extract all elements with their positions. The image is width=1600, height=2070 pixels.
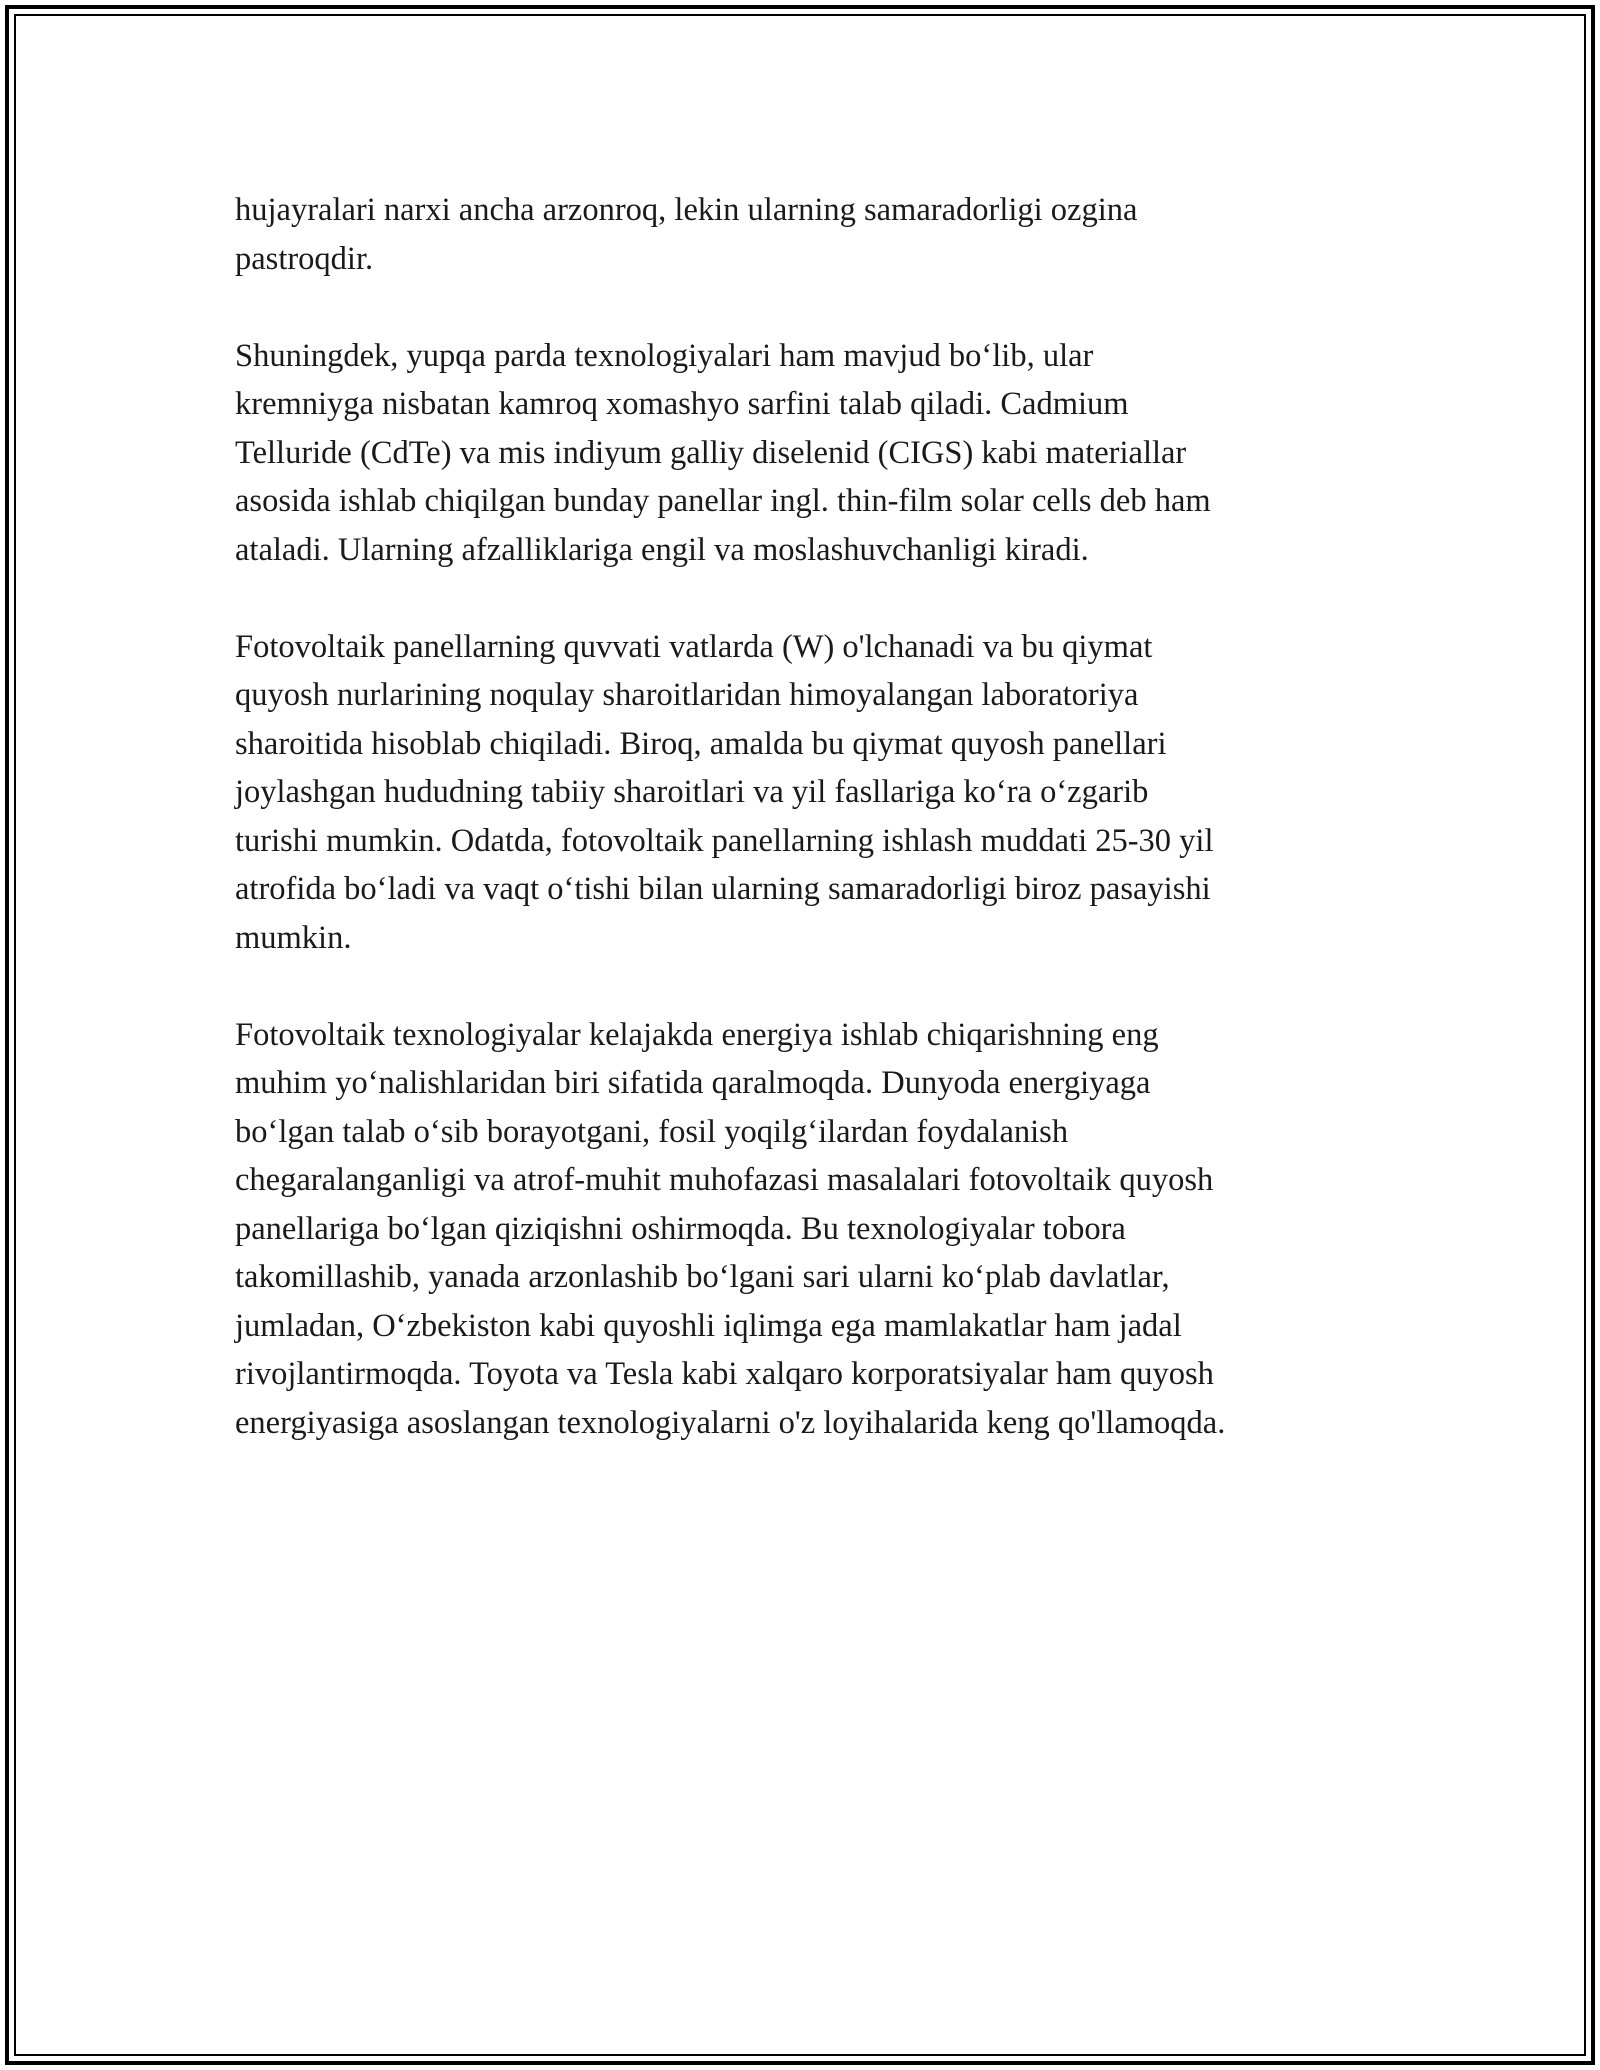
paragraph-4: Fotovoltaik texnologiyalar kelajakda energiya ishlab chiqarishning eng muhim yo‘nalishlaridan biri sifatida qaralmoqda. Dunyoda energiyaga bo‘lgan talab o‘sib borayotgani, fosil yoqilg‘ilardan foydalanish chegaralanganligi va atrof-muhit muhofazasi masalalari fotovoltaik quyosh panellariga bo‘lgan qiziqishni oshirmoqda. Bu texnologiyalar tobora takomillashib, yanada arzonlashib bo‘lgani sari ularni ko‘plab davlatlar, jumladan, O‘zbekiston kabi quyoshli iqlimga ega mamlakatlar ham jadal rivojlantirmoqda. Toyota va Tesla kabi xalqaro korporatsiyalar ham quyosh energiyasiga asoslangan texnologiyalarni o'z loyihalarida keng qo'llamoqda. xyxy=(235,1016,1226,1441)
paragraph-3: Fotovoltaik panellarning quvvati vatlarda (W) o'lchanadi va bu qiymat quyosh nurlarining noqulay sharoitlaridan himoyalangan laboratoriya sharoitida hisoblab chiqiladi. Biroq, amalda bu qiymat quyosh panellari joylashgan hududning tabiiy sharoitlari va yil fasllariga ko‘ra o‘zgarib turishi mumkin. Odatda, fotovoltaik panellarning ishlash muddati 25-30 yil atrofida bo‘ladi va vaqt o‘tishi bilan ularning samaradorligi biroz pasayishi mumkin. xyxy=(235,628,1214,956)
paragraph-2: Shuningdek, yupqa parda texnologiyalari ham mavjud bo‘lib, ular kremniyga nisbatan kamroq xomashyo sarfini talab qiladi. Cadmium Telluride (CdTe) va mis indiyum galliy diselenid (CIGS) kabi materiallar asosida ishlab chiqilgan bunday panellar ingl. thin-film solar cells deb ham ataladi. Ularning afzalliklariga engil va moslashuvchanligi kiradi. xyxy=(235,337,1211,568)
paragraph-1: hujayralari narxi ancha arzonroq, lekin ularning samaradorligi ozgina pastroqdir. xyxy=(235,192,1138,277)
document-body xyxy=(235,186,1365,1496)
